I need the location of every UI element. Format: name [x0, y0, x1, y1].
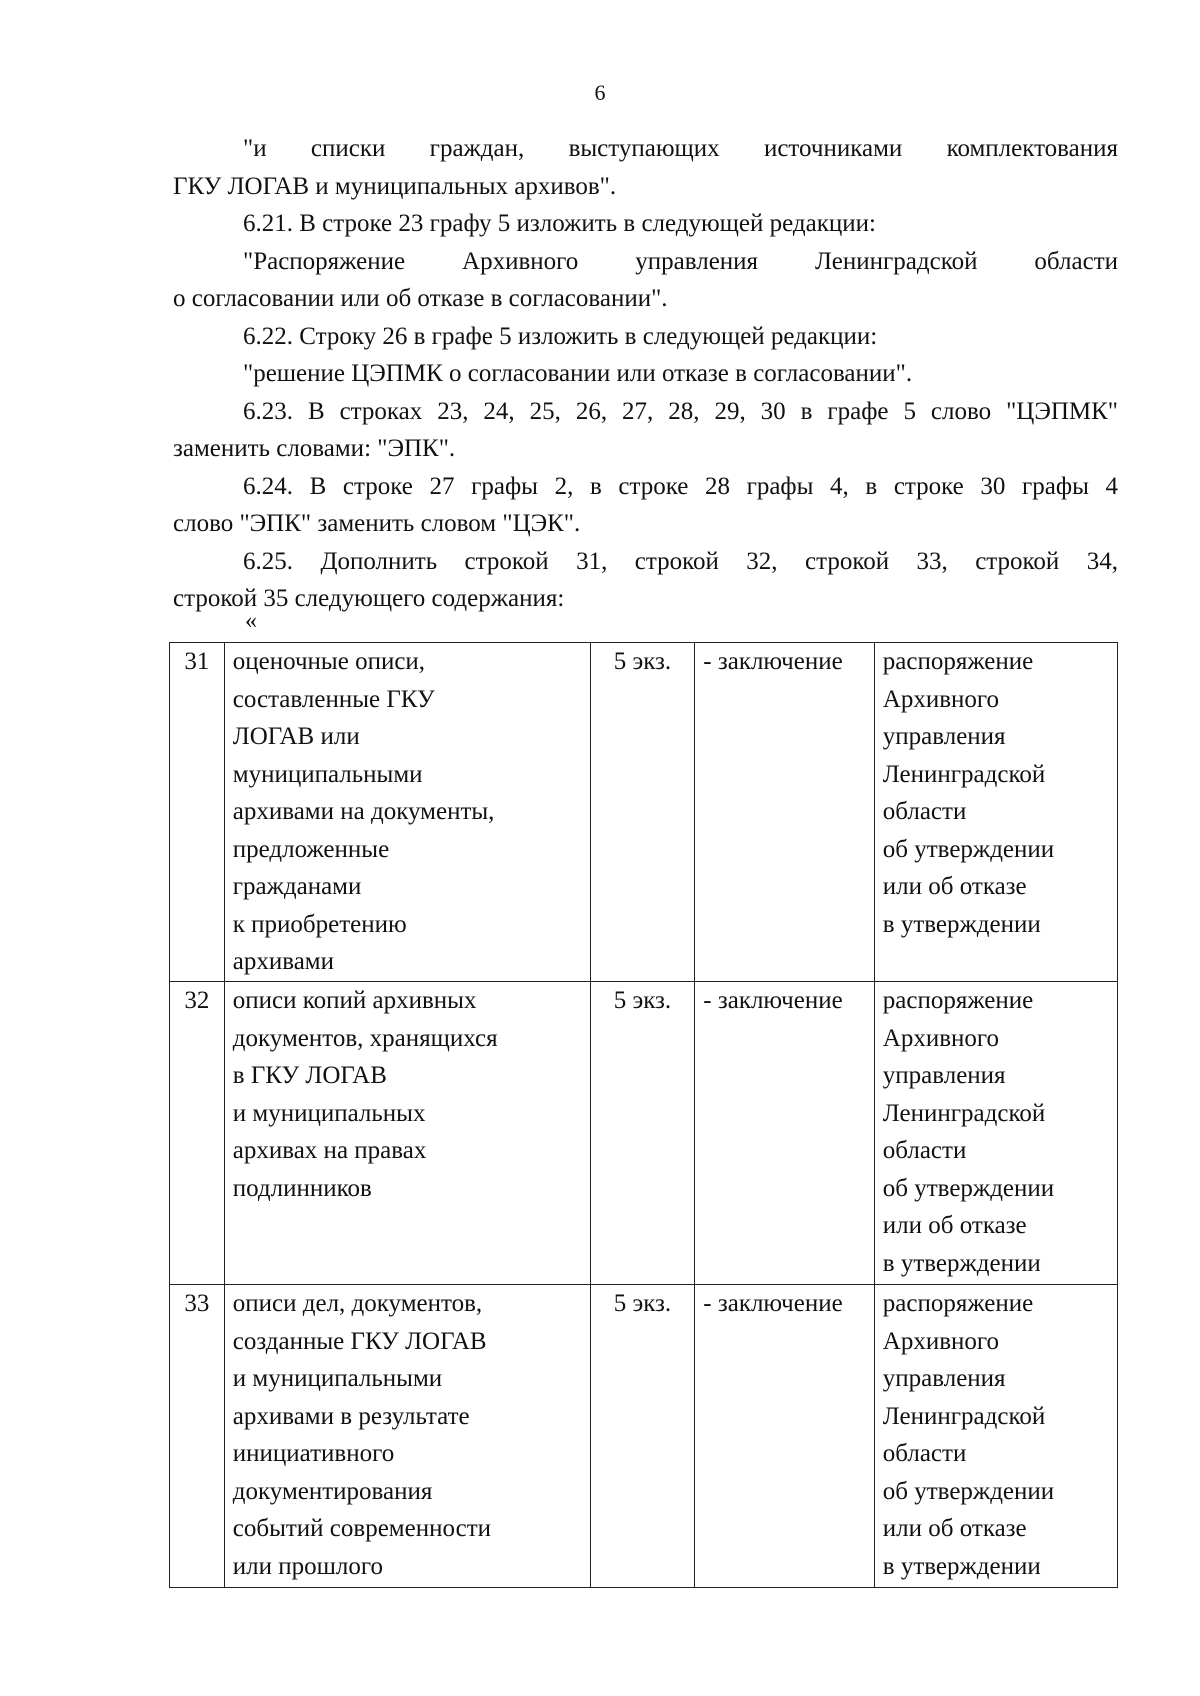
paragraph-line: "Распоряжение Архивного управления Ленинградской области [243, 247, 1118, 275]
row-number-cell: 31 [170, 643, 225, 982]
cell-line: Ленинградской [882, 760, 1046, 788]
cell-line: в утверждении [882, 910, 1041, 938]
cell-line: управления [882, 1365, 1006, 1392]
cell-line: области [882, 1137, 967, 1164]
paragraph-line: строкой 35 следующего содержания: [173, 585, 565, 612]
paragraph-line: о согласовании или об отказе в согласовании". [173, 285, 668, 312]
cell-line: к приобретению [232, 910, 407, 938]
paragraph-line: 6.22. Строку 26 в графе 5 изложить в следующей редакции: [243, 322, 878, 350]
paragraph-line: заменить словами: "ЭПК". [173, 435, 456, 462]
body-text [173, 130, 1118, 618]
paragraph-line: "решение ЦЭПМК о согласовании или отказе в согласовании". [243, 360, 913, 387]
cell-line: управления [882, 723, 1006, 750]
cell-line: или об отказе [882, 873, 1027, 900]
cell-line: описи копий архивных [232, 987, 477, 1014]
paragraph-line: 6.23. В строках 23, 24, 25, 26, 27, 28, 29, 30 в графе 5 слово "ЦЭПМК" [243, 397, 1118, 425]
paragraph-line: слово "ЭПК" заменить словом "ЦЭК". [173, 510, 581, 537]
paragraph-line: "и списки граждан, выступающих источниками комплектования [243, 135, 1118, 162]
cell-line: управления [882, 1062, 1006, 1089]
document-name-cell [224, 1285, 590, 1588]
cell-line: Ленинградской [882, 1099, 1046, 1127]
cell-line: архивах на правах [232, 1137, 427, 1164]
cell-line: гражданами [232, 873, 362, 900]
cell-line: области [882, 1440, 967, 1467]
cell-line: предложенные [232, 835, 390, 863]
quantity-cell: 5 экз. [590, 1285, 695, 1588]
cell-line: или прошлого [232, 1552, 383, 1580]
cell-line: в ГКУ ЛОГАВ [232, 1062, 387, 1089]
basis-document-cell: - заключение [695, 1285, 875, 1588]
cell-line: и муниципальными [232, 1365, 443, 1392]
cell-line: инициативного [232, 1440, 395, 1467]
result-cell [874, 1285, 1117, 1588]
basis-document-cell: - заключение [695, 643, 875, 982]
cell-line: распоряжение [882, 1290, 1034, 1317]
cell-line: муниципальными [232, 760, 423, 788]
cell-line: или об отказе [882, 1212, 1027, 1239]
cell-line: составленные ГКУ [232, 685, 435, 713]
cell-line: созданные ГКУ ЛОГАВ [232, 1327, 487, 1355]
cell-line: документов, хранящихся [232, 1024, 498, 1052]
cell-line: архивами [232, 948, 335, 975]
cell-line: в утверждении [882, 1552, 1041, 1580]
cell-line: распоряжение [882, 987, 1034, 1014]
cell-line: ЛОГАВ или [232, 723, 360, 750]
row-number-cell: 33 [170, 1285, 225, 1588]
cell-line: оценочные описи, [232, 648, 426, 675]
cell-line: подлинников [232, 1174, 372, 1202]
cell-line: или об отказе [882, 1515, 1027, 1542]
cell-line: области [882, 798, 967, 825]
table-row [170, 1285, 1118, 1588]
quantity-cell: 5 экз. [590, 643, 695, 982]
paragraph-line: 6.25. Дополнить строкой 31, строкой 32, строкой 33, строкой 34, [243, 547, 1118, 575]
paragraph-line: 6.24. В строке 27 графы 2, в строке 28 графы 4, в строке 30 графы 4 [243, 472, 1118, 500]
cell-line: событий современности [232, 1515, 492, 1542]
cell-line: Архивного [882, 685, 1000, 713]
cell-line: архивами на документы, [232, 798, 495, 825]
cell-line: об утверждении [882, 835, 1055, 863]
document-name-cell [224, 643, 590, 982]
quantity-cell: 5 экз. [590, 982, 695, 1285]
cell-line: в утверждении [882, 1249, 1041, 1277]
cell-line: и муниципальных [232, 1099, 426, 1127]
cell-line: об утверждении [882, 1174, 1055, 1202]
paragraph-line: 6.21. В строке 23 графу 5 изложить в следующей редакции: [243, 210, 876, 237]
cell-line: Ленинградской [882, 1402, 1046, 1430]
cell-line: архивами в результате [232, 1402, 470, 1430]
cell-line: Архивного [882, 1024, 1000, 1052]
table-row [170, 982, 1118, 1285]
page-number: 6 [594, 80, 606, 105]
basis-document-cell: - заключение [695, 982, 875, 1285]
cell-line: документирования [232, 1477, 433, 1505]
cell-line: описи дел, документов, [232, 1290, 483, 1317]
opening-quote-mark: « [245, 608, 257, 634]
cell-line: Архивного [882, 1327, 1000, 1355]
table-row [170, 643, 1118, 982]
paragraph-line: ГКУ ЛОГАВ и муниципальных архивов". [173, 172, 617, 200]
cell-line: распоряжение [882, 648, 1034, 675]
amendment-table [169, 642, 1118, 1588]
result-cell [874, 982, 1117, 1285]
result-cell [874, 643, 1117, 982]
cell-line: об утверждении [882, 1477, 1055, 1505]
row-number-cell: 32 [170, 982, 225, 1285]
document-name-cell [224, 982, 590, 1285]
